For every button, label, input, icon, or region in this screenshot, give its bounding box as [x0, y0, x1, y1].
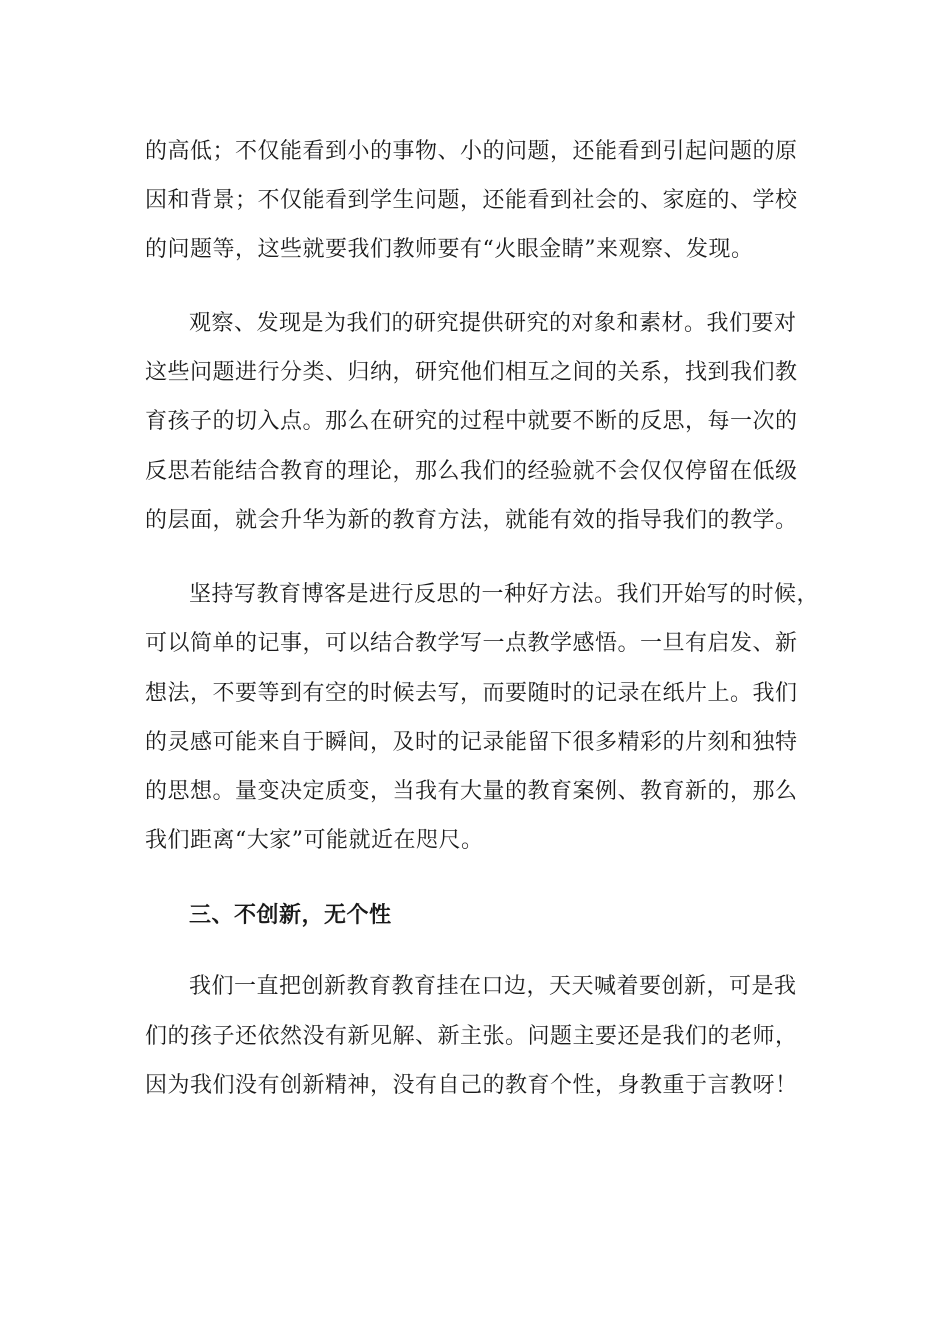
paragraph-line: 坚持写教育博客是进行反思的一种好方法。我们开始写的时候，	[189, 582, 820, 607]
paragraph-line: 们的孩子还依然没有新见解、新主张。问题主要还是我们的老师，	[145, 1024, 798, 1049]
paragraph-line: 的问题等，这些就要我们教师要有“火眼金睛”来观察、发现。	[145, 237, 754, 262]
paragraph-line: 育孩子的切入点。那么在研究的过程中就要不断的反思，每一次的	[145, 409, 798, 434]
paragraph-line: 因和背景；不仅能看到学生问题，还能看到社会的、家庭的、学校	[145, 188, 798, 213]
paragraph-line: 的层面，就会升华为新的教育方法，就能有效的指导我们的教学。	[145, 508, 798, 533]
paragraph-line: 因为我们没有创新精神，没有自己的教育个性，身教重于言教呀！	[145, 1073, 798, 1098]
paragraph-line: 观察、发现是为我们的研究提供研究的对象和素材。我们要对	[189, 311, 797, 336]
paragraph-line: 反思若能结合教育的理论，那么我们的经验就不会仅仅停留在低级	[145, 459, 798, 484]
paragraph-line: 我们一直把创新教育教育挂在口边，天天喊着要创新，可是我	[189, 974, 797, 999]
paragraph-line: 可以简单的记事，可以结合教学写一点教学感悟。一旦有启发、新	[145, 631, 798, 656]
paragraph-line: 我们距离“大家”可能就近在咫尺。	[145, 828, 484, 853]
paragraph-line: 的灵感可能来自于瞬间，及时的记录能留下很多精彩的片刻和独特	[145, 730, 798, 755]
paragraph-line: 的思想。量变决定质变，当我有大量的教育案例、教育新的，那么	[145, 779, 798, 804]
paragraph-line: 的高低；不仅能看到小的事物、小的问题，还能看到引起问题的原	[145, 139, 798, 164]
paragraph-line: 这些问题进行分类、归纳，研究他们相互之间的关系，找到我们教	[145, 360, 798, 385]
paragraph-line: 想法，不要等到有空的时候去写，而要随时的记录在纸片上。我们	[145, 681, 798, 706]
section-heading: 三、不创新，无个性	[189, 902, 392, 928]
